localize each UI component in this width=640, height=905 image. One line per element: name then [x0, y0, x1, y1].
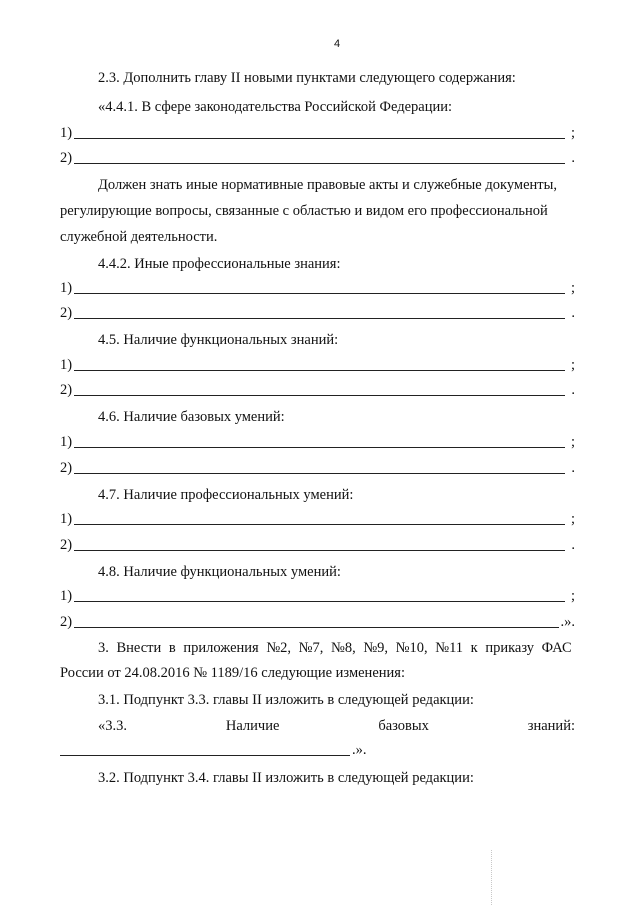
clause-4-6: 4.6. Наличие базовых умений: [98, 409, 285, 425]
paragraph-line: Должен знать иные нормативные правовые акты и служебные документы, [98, 177, 557, 193]
underline [74, 601, 565, 602]
page-number: 4 [334, 38, 341, 50]
clause-3-3-line [98, 718, 575, 735]
fill-blank-line [60, 511, 575, 527]
blank-end: . [571, 150, 575, 166]
fill-blank-line [60, 357, 575, 373]
clause-2-3: 2.3. Дополнить главу II новыми пунктами следующего содержания: [98, 70, 516, 86]
clause-4-5: 4.5. Наличие функциональных знаний: [98, 332, 339, 348]
underline [74, 318, 565, 319]
clause-3-text: 3. Внести в приложения №2, №7, №8, №9, №10, №11 к приказу ФАС [98, 640, 572, 656]
fill-blank-line [60, 537, 575, 553]
word: базовых [378, 718, 429, 734]
paragraph-line: служебной деятельности. [60, 229, 218, 245]
blank-end: . [571, 537, 575, 553]
blank-number: 1) [60, 588, 73, 604]
blank-end: ; [570, 588, 575, 604]
fill-blank-line [60, 460, 575, 476]
blank-end: . [571, 460, 575, 476]
fill-blank-line [60, 742, 380, 758]
blank-end: . [571, 305, 575, 321]
blank-end: ; [570, 125, 575, 141]
blank-end: .». [352, 742, 367, 758]
fill-blank-line [60, 382, 575, 398]
blank-number: 2) [60, 614, 73, 630]
underline [74, 395, 565, 396]
word: Наличие [225, 718, 280, 734]
blank-number: 2) [60, 150, 73, 166]
clause-3-line-2: России от 24.08.2016 № 1189/16 следующие изменения: [60, 665, 405, 681]
underline [74, 370, 565, 371]
blank-number: 1) [60, 434, 73, 450]
blank-end: .». [560, 614, 575, 630]
clause-4-4-2: 4.4.2. Иные профессиональные знания: [98, 256, 341, 272]
clause-3-line-1 [98, 640, 575, 657]
blank-end: ; [570, 511, 575, 527]
blank-number: 2) [60, 460, 73, 476]
underline [74, 524, 565, 525]
fill-blank-line [60, 588, 575, 604]
scan-artifact [491, 850, 492, 905]
fill-blank-line [60, 280, 575, 296]
clause-3-2: 3.2. Подпункт 3.4. главы II изложить в следующей редакции: [98, 770, 474, 786]
blank-number: 1) [60, 280, 73, 296]
blank-end: ; [570, 434, 575, 450]
underline [74, 447, 565, 448]
blank-number: 2) [60, 305, 73, 321]
clause-4-8: 4.8. Наличие функциональных умений: [98, 564, 341, 580]
fill-blank-line [60, 305, 575, 321]
underline [60, 755, 350, 756]
word: знаний: [527, 718, 575, 734]
blank-number: 1) [60, 357, 73, 373]
clause-3-1: 3.1. Подпункт 3.3. главы II изложить в следующей редакции: [98, 692, 474, 708]
underline [74, 473, 565, 474]
blank-end: ; [570, 280, 575, 296]
underline [74, 293, 565, 294]
fill-blank-line [60, 125, 575, 141]
blank-number: 2) [60, 537, 73, 553]
underline [74, 550, 565, 551]
word: «3.3. [98, 718, 127, 734]
blank-number: 1) [60, 511, 73, 527]
fill-blank-line [60, 614, 575, 630]
blank-end: . [571, 382, 575, 398]
blank-end: ; [570, 357, 575, 373]
clause-4-7: 4.7. Наличие профессиональных умений: [98, 487, 354, 503]
fill-blank-line [60, 150, 575, 166]
underline [74, 627, 559, 628]
clause-4-4-1: «4.4.1. В сфере законодательства Российской Федерации: [98, 99, 453, 115]
underline [74, 138, 565, 139]
blank-number: 1) [60, 125, 73, 141]
paragraph-line: регулирующие вопросы, связанные с областью и видом его профессиональной [60, 203, 548, 219]
blank-number: 2) [60, 382, 73, 398]
fill-blank-line [60, 434, 575, 450]
underline [74, 163, 565, 164]
